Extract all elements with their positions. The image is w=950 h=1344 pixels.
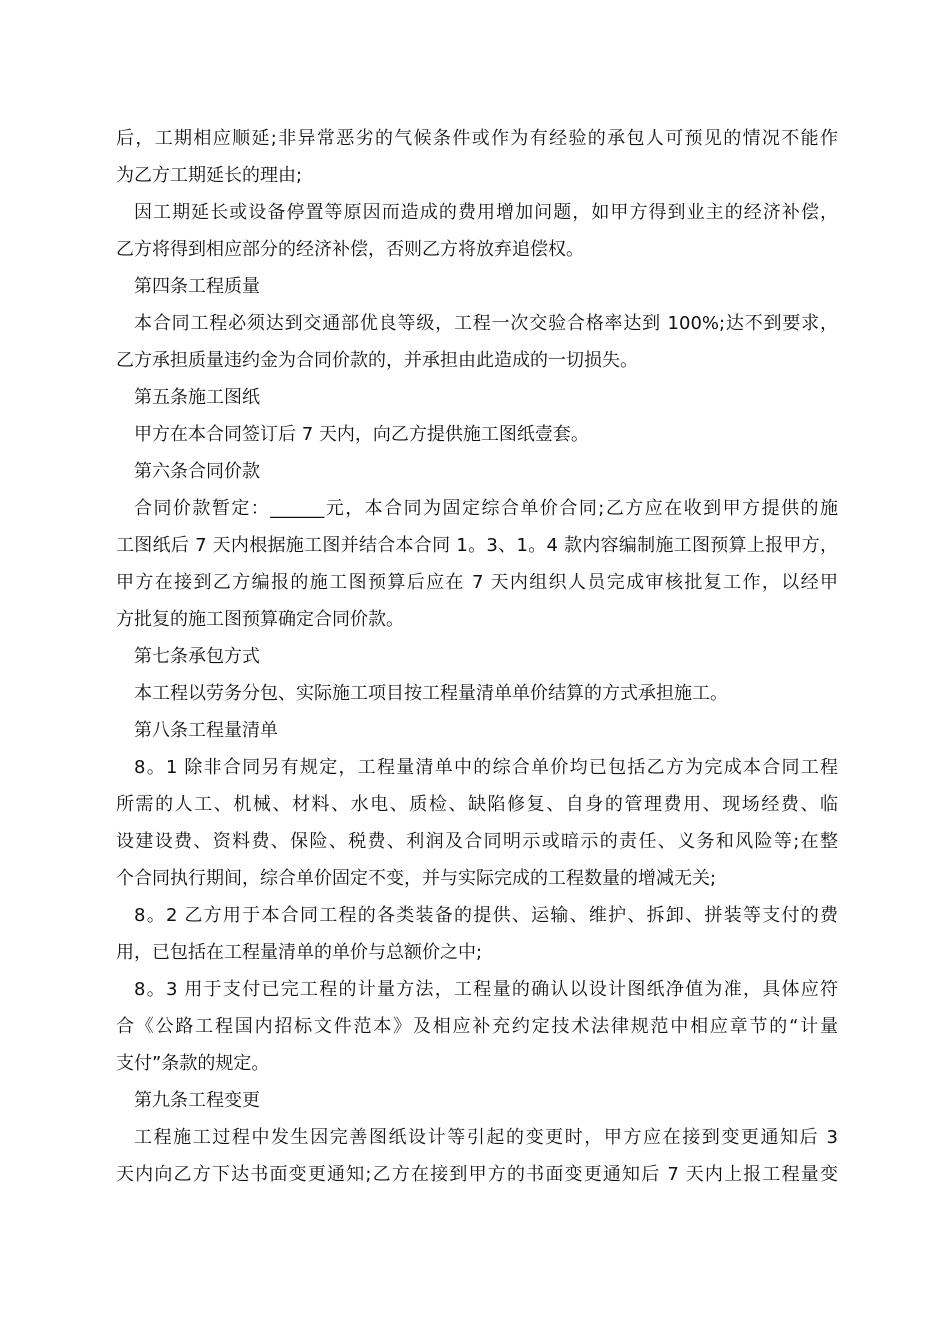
paragraph-line: 8。1 除非合同另有规定，工程量清单中的综合单价均已包括乙方为完成本合同工程	[134, 757, 838, 778]
section-heading-article-5: 第五条施工图纸	[134, 387, 260, 408]
document-body	[116, 120, 838, 1193]
paragraph-line: 后，工期相应顺延;非异常恶劣的气候条件或作为有经验的承包人可预见的情况不能作	[116, 128, 838, 149]
paragraph-line: 个合同执行期间，综合单价固定不变，并与实际完成的工程数量的增减无关;	[116, 868, 717, 889]
paragraph-line: 本合同工程必须达到交通部优良等级，工程一次交验合格率达到 100%;达不到要求，	[134, 313, 838, 334]
paragraph-line: 方批复的施工图预算确定合同价款。	[116, 609, 404, 630]
paragraph-line: 乙方将得到相应部分的经济补偿，否则乙方将放弃追偿权。	[116, 239, 584, 260]
paragraph-line: 所需的人工、机械、材料、水电、质检、缺陷修复、自身的管理费用、现场经费、临	[116, 794, 838, 815]
paragraph-line: 8。3 用于支付已完工程的计量方法，工程量的确认以设计图纸净值为准，具体应符	[134, 979, 838, 1000]
paragraph-line: 8。2 乙方用于本合同工程的各类装备的提供、运输、维护、拆卸、拼装等支付的费	[134, 905, 838, 926]
paragraph-line: 支付”条款的规定。	[116, 1053, 270, 1074]
paragraph-line: 合同价款暂定：______元，本合同为固定综合单价合同;乙方应在收到甲方提供的施	[134, 498, 838, 519]
paragraph-line: 为乙方工期延长的理由;	[116, 165, 303, 186]
section-heading-article-9: 第九条工程变更	[134, 1090, 260, 1111]
section-heading-article-8: 第八条工程量清单	[134, 720, 278, 741]
paragraph-line: 合《公路工程国内招标文件范本》及相应补充约定技术法律规范中相应章节的“计量	[116, 1016, 838, 1037]
paragraph-line: 甲方在本合同签订后 7 天内，向乙方提供施工图纸壹套。	[134, 424, 589, 445]
paragraph-line: 用，已包括在工程量清单的单价与总额价之中;	[116, 942, 483, 963]
section-heading-article-6: 第六条合同价款	[134, 461, 260, 482]
section-heading-article-7: 第七条承包方式	[134, 646, 260, 667]
paragraph-line: 天内向乙方下达书面变更通知;乙方在接到甲方的书面变更通知后 7 天内上报工程量变	[116, 1164, 838, 1185]
paragraph-line: 工图纸后 7 天内根据施工图并结合本合同 1。3、1。4 款内容编制施工图预算上报甲方，	[116, 535, 838, 556]
paragraph-line: 本工程以劳务分包、实际施工项目按工程量清单单价结算的方式承担施工。	[134, 683, 728, 704]
paragraph-line: 工程施工过程中发生因完善图纸设计等引起的变更时，甲方应在接到变更通知后 3	[134, 1127, 838, 1148]
section-heading-article-4: 第四条工程质量	[134, 276, 260, 297]
paragraph-line: 因工期延长或设备停置等原因而造成的费用增加问题，如甲方得到业主的经济补偿，	[134, 202, 838, 223]
paragraph-line: 甲方在接到乙方编报的施工图预算后应在 7 天内组织人员完成审核批复工作，以经甲	[116, 572, 838, 593]
paragraph-line: 乙方承担质量违约金为合同价款的，并承担由此造成的一切损失。	[116, 350, 638, 371]
paragraph-line: 设建设费、资料费、保险、税费、利润及合同明示或暗示的责任、义务和风险等;在整	[116, 831, 838, 852]
